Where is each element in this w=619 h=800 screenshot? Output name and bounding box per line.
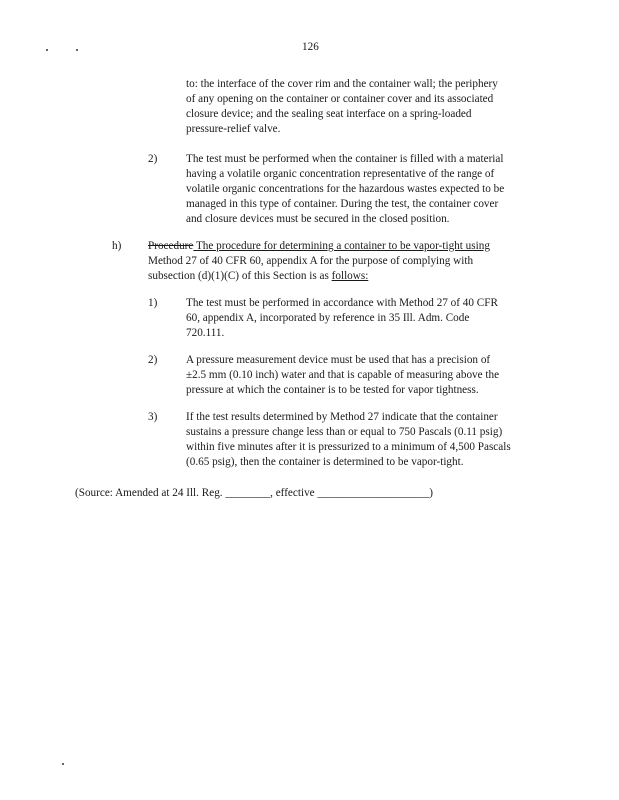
inserted-text: follows:	[331, 270, 369, 282]
text-line: having a volatile organic concentration representative of the range of	[186, 168, 495, 180]
struck-text: Procedure	[148, 240, 194, 252]
section-label: h)	[112, 240, 122, 252]
text-line: to: the interface of the cover rim and the container wall; the periphery	[186, 78, 498, 90]
inserted-text: The procedure for determining a container to be vapor-tight using	[193, 240, 490, 252]
text-line: pressure-relief valve.	[186, 123, 281, 135]
item-number: 2)	[148, 354, 158, 366]
text-line: of any opening on the container or container cover and its associated	[186, 93, 494, 105]
text-line: managed in this type of container. During the test, the container cover	[186, 198, 499, 210]
text-line: The test must be performed in accordance with Method 27 of 40 CFR	[186, 297, 498, 309]
text-line: ±2.5 mm (0.10 inch) water and that is capable of measuring above the	[186, 369, 500, 381]
text-line: (0.65 psig), then the container is determined to be vapor-tight.	[186, 456, 464, 468]
text-line: Method 27 of 40 CFR 60, appendix A for the purpose of complying with	[148, 255, 474, 267]
text-line: A pressure measurement device must be used that has a precision of	[186, 354, 491, 366]
item-number: 1)	[148, 297, 158, 309]
text-line: 720.111.	[186, 327, 225, 339]
text-line: If the test results determined by Method 27 indicate that the container	[186, 411, 498, 423]
item-number: 3)	[148, 411, 158, 423]
text-line: The test must be performed when the container is filled with a material	[186, 153, 504, 165]
text-line: closure device; and the sealing seat interface on a spring-loaded	[186, 108, 472, 120]
text-line: within five minutes after it is pressurized to a minimum of 4,500 Pascals	[186, 441, 511, 453]
source-note: (Source: Amended at 24 Ill. Reg. ________, effective ____________________)	[75, 487, 434, 499]
text-line: pressure at which the container is to be tested for vapor tightness.	[186, 384, 479, 396]
text-line: subsection (d)(1)(C) of this Section is as follows:	[148, 270, 369, 282]
text-line	[148, 239, 490, 253]
margin-speck	[46, 49, 48, 51]
text-line: volatile organic concentrations for the hazardous wastes expected to be	[186, 183, 505, 195]
text-line: sustains a pressure change less than or equal to 750 Pascals (0.11 psig)	[186, 426, 503, 438]
page-number: 126	[302, 41, 319, 53]
margin-speck	[62, 763, 64, 765]
text-line: 60, appendix A, incorporated by reference in 35 Ill. Adm. Code	[186, 312, 470, 324]
text-line: and closure devices must be secured in the closed position.	[186, 213, 450, 225]
margin-speck	[76, 49, 78, 51]
item-number: 2)	[148, 153, 158, 165]
